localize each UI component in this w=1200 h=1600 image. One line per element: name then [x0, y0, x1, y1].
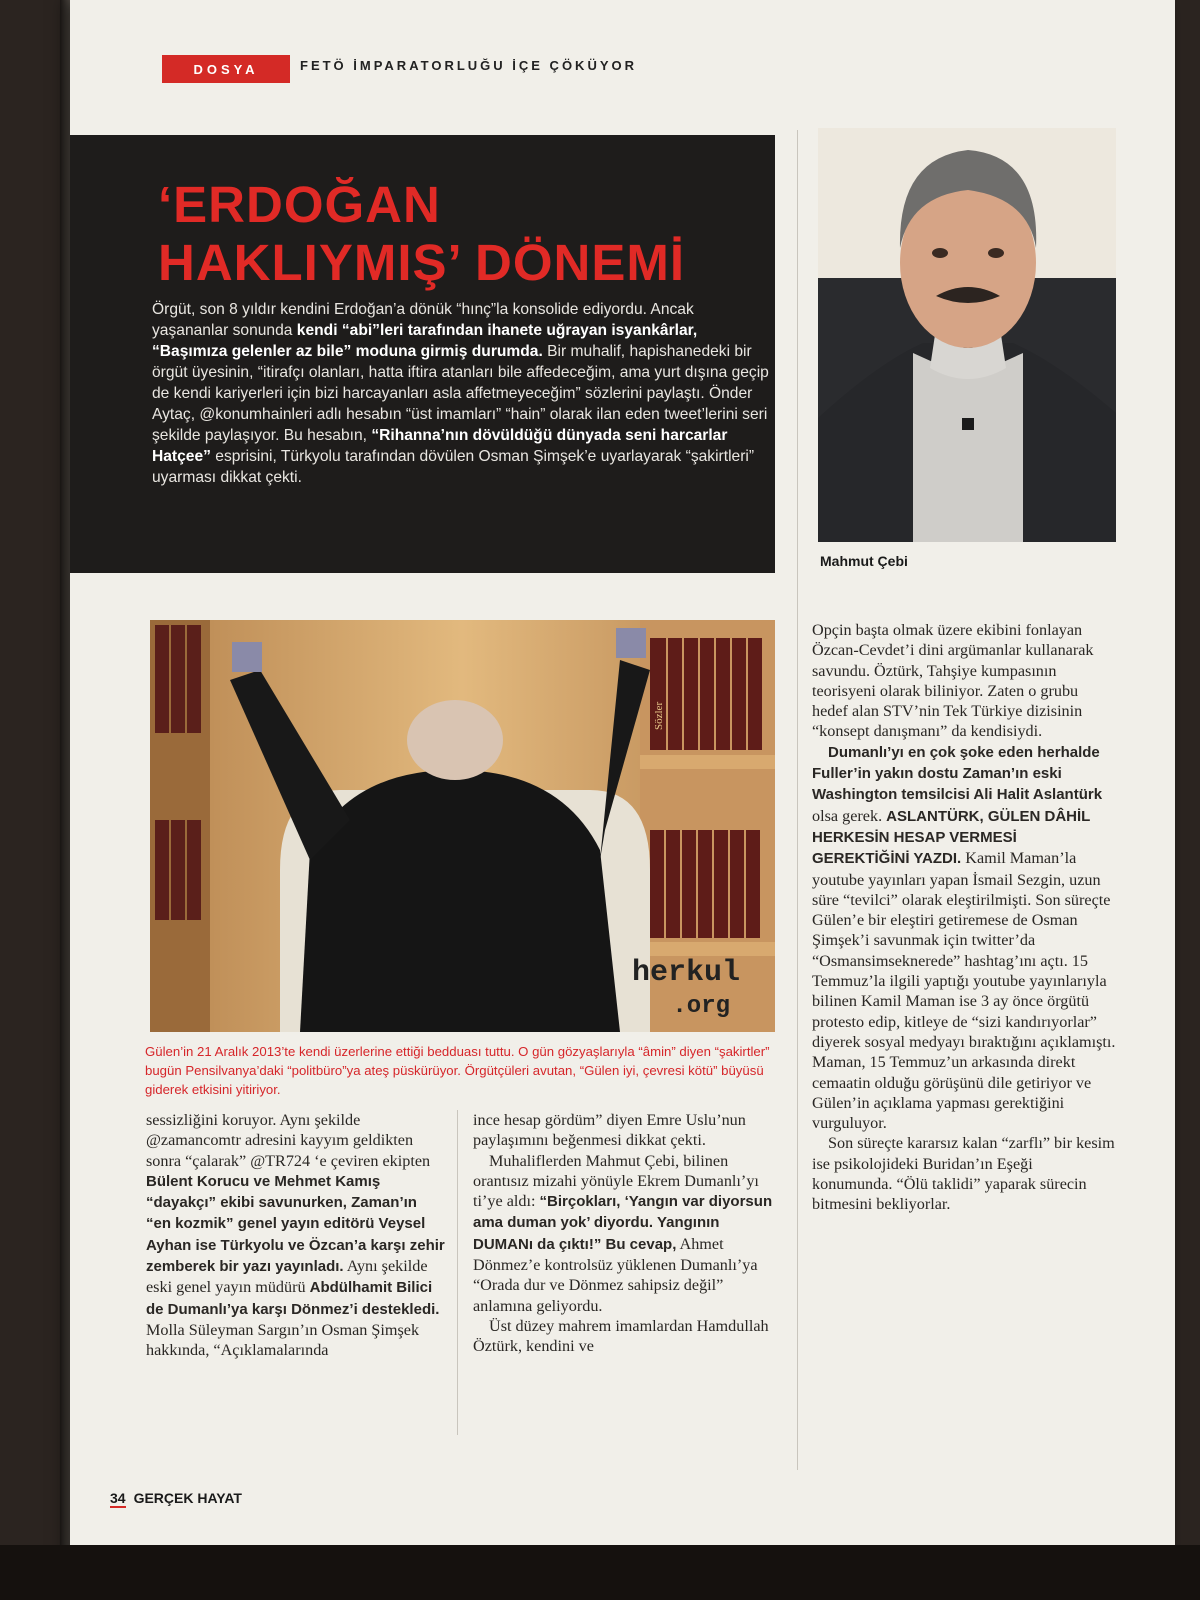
section-tag: DOSYA: [162, 55, 290, 83]
body-bold: Dumanlı’yı en çok şoke eden herhalde Fuller’in yakın dostu Zaman’ın eski Washington temsilcisi Ali Halit Aslantürk: [812, 743, 1103, 804]
photo-watermark: herkul: [631, 956, 740, 990]
article-column-3: [812, 620, 1117, 1215]
lead-paragraph: [152, 299, 770, 488]
body-bold: ASLANTÜRK, GÜLEN DÂHİL HERKESİN HESAP VERMESİ GEREKTİĞİNİ YAZDI.: [812, 807, 1091, 868]
headline-line-2: HAKLIYMIŞ’ DÖNEMİ: [158, 234, 686, 291]
photo-caption: Gülen’in 21 Aralık 2013’te kendi üzerlerine ettiği bedduası tuttu. O gün gözyaşlarıyla “âmin” diyen “şakirtler” bugün Pensilvanya’daki “politbüro”ya ateş püskürüyor. Örgütçüleri avutan, “Gülen iyi, çevresi kötü” büyüsü giderek etkisini yitiriyor.: [145, 1044, 770, 1097]
section-title: FETÖ İMPARATORLUĞU İÇE ÇÖKÜYOR: [300, 58, 637, 73]
body-text: Kamil Maman’la youtube yayınları yapan İsmail Sezgin, uzun süre “tevilci” olarak eleştirilmişti. Son süreçte Gülen’e bir eleştiri getiremese de Osman Şimşek’i savunmak için twitter’da “Osmansimseknerede” hashtag’ını açtı. 15 Temmuz’la ilgili yaptığı youtube yayınlarıyla bilinen Kamil Maman ise 3 ay önce örgütü protesto edip, kitleye de “sizi kandırıyorlar” diyerek sosyal medyayı bıraktığını açıklamıştı. Maman, 15 Temmuz’un arkasında direkt cemaatin olduğu görüşünü dile getiriyor ve Gülen’in açıklama yapması gerektiğini vurguluyor.: [812, 849, 1116, 1133]
column-divider: [797, 130, 798, 1470]
headline-line-1: ‘ERDOĞAN: [158, 176, 441, 233]
paragraph: Opçin başta olmak üzere ekibini fonlayan Özcan-Cevdet’i dini argümanlar kullanarak savundu. Öztürk, Tahşiye kumpasının teorisyeni olarak biliniyor. Zaten o grubu hedef alan STV’nin Tek Türkiye dizisinin “konsept danışmanı” da kendisiydi.: [812, 621, 1094, 741]
lead-bold: “Rihanna’nın dövüldüğü dünyada seni harcarlar Hatçee”: [152, 427, 728, 465]
paragraph: Üst düzey mahrem imamlardan Hamdullah Öztürk, kendini ve: [473, 1316, 769, 1356]
lead-text: Bir muhalif, hapishanedeki bir örgüt üyesinin, “itirafçı olanları, hatta iftira atanları bile affedeceğim, ama yurt dışına geçip de kendi kariyerleri için bizi harcayanları asla affetmeyeceğim” sözlerini paylaştı. Önder Aytaç, @konumhainleri adlı hesabın “üst imamları” “hain” olarak ilan eden tweet’lerini seri şekilde paylaşıyor. Bu hesabın,: [152, 343, 769, 444]
column-divider: [457, 1110, 458, 1435]
page-footer: [110, 1490, 242, 1508]
magazine-page: [70, 0, 1175, 1560]
paragraph: [146, 1110, 446, 1361]
lead-text: esprisini, Türkyolu tarafından dövülen Osman Şimşek’e uyarlayarak “şakirtleri” uyarması dikkat çekti.: [152, 448, 755, 486]
headline: [158, 176, 758, 292]
portrait-caption: Mahmut Çebi: [820, 553, 908, 569]
paragraph: ince hesap gördüm” diyen Emre Uslu’nun paylaşımını beğenmesi dikkat çekti.: [473, 1111, 746, 1150]
article-column-2: [473, 1110, 773, 1357]
body-text: Muhaliflerden Mahmut Çebi, bilinen orantısız mizahi yönüyle Ekrem Dumanlı’yı ti’ye aldı:: [473, 1151, 759, 1211]
body-text: olsa gerek.: [812, 806, 887, 825]
body-bold: Abdülhamit Bilici de Dumanlı’ya karşı Dönmez’i destekledi.: [146, 1279, 440, 1318]
background-surface: [0, 1545, 1200, 1600]
lead-text: Örgüt, son 8 yıldır kendini Erdoğan’a dönük “hınç”la konsolide ediyordu. Ancak yaşananlar sonunda: [152, 301, 694, 339]
article-column-1: [146, 1110, 446, 1361]
body-text: Aynı şekilde eski genel yayın müdürü: [146, 1257, 428, 1297]
article-photo: [150, 620, 775, 1032]
body-bold: Bülent Korucu ve Mehmet Kamış “dayakçı” ekibi savunurken, Zaman’ın “en kozmik” genel yayın editörü Veysel Ayhan ise Türkyolu ve Özcan’a karşı zehir zemberek bir yazı yayınladı.: [146, 1172, 445, 1276]
paragraph: [812, 742, 1117, 1134]
photo-illustration: [150, 620, 775, 1032]
page-number: 34: [110, 1490, 126, 1506]
photo-watermark-domain: .org: [672, 993, 730, 1020]
lead-bold: kendi “abi”leri tarafından ihanete uğrayan isyankârlar, “Başımıza gelenler az bile” moduna girmiş durumda.: [152, 322, 698, 360]
paragraph: Son süreçte kararsız kalan “zarflı” bir kesim ise psikolojideki Buridan’ın Eşeği konumunda. “Ölü taklidi” yaparak sürecin bitmesini bekliyorlar.: [812, 1134, 1115, 1214]
portrait-illustration: [818, 128, 1116, 542]
portrait-photo: [818, 128, 1116, 542]
paragraph: [473, 1151, 773, 1316]
body-text: sessizliğini koruyor. Aynı şekilde @zamancomtr adresini kayyım geldikten sonra “çalarak” @TR724 ‘e çeviren ekipten: [146, 1111, 431, 1170]
body-text: Molla Süleyman Sargın’ın Osman Şimşek hakkında, “Açıklamalarında: [146, 1320, 420, 1360]
body-bold: “Birçokları, ‘Yangın var diyorsun ama duman yok’ diyordu. Yangının DUMANı da çıktı!” Bu cevap,: [473, 1193, 773, 1253]
magazine-name: GERÇEK HAYAT: [133, 1490, 242, 1506]
book-spine-label: Sözler: [653, 701, 665, 730]
body-text: Ahmet Dönmez’e kontrolsüz yüklenen Dumanlı’ya “Orada dur ve Dönmez sahipsiz değil” anlamına geliyordu.: [473, 1234, 758, 1315]
